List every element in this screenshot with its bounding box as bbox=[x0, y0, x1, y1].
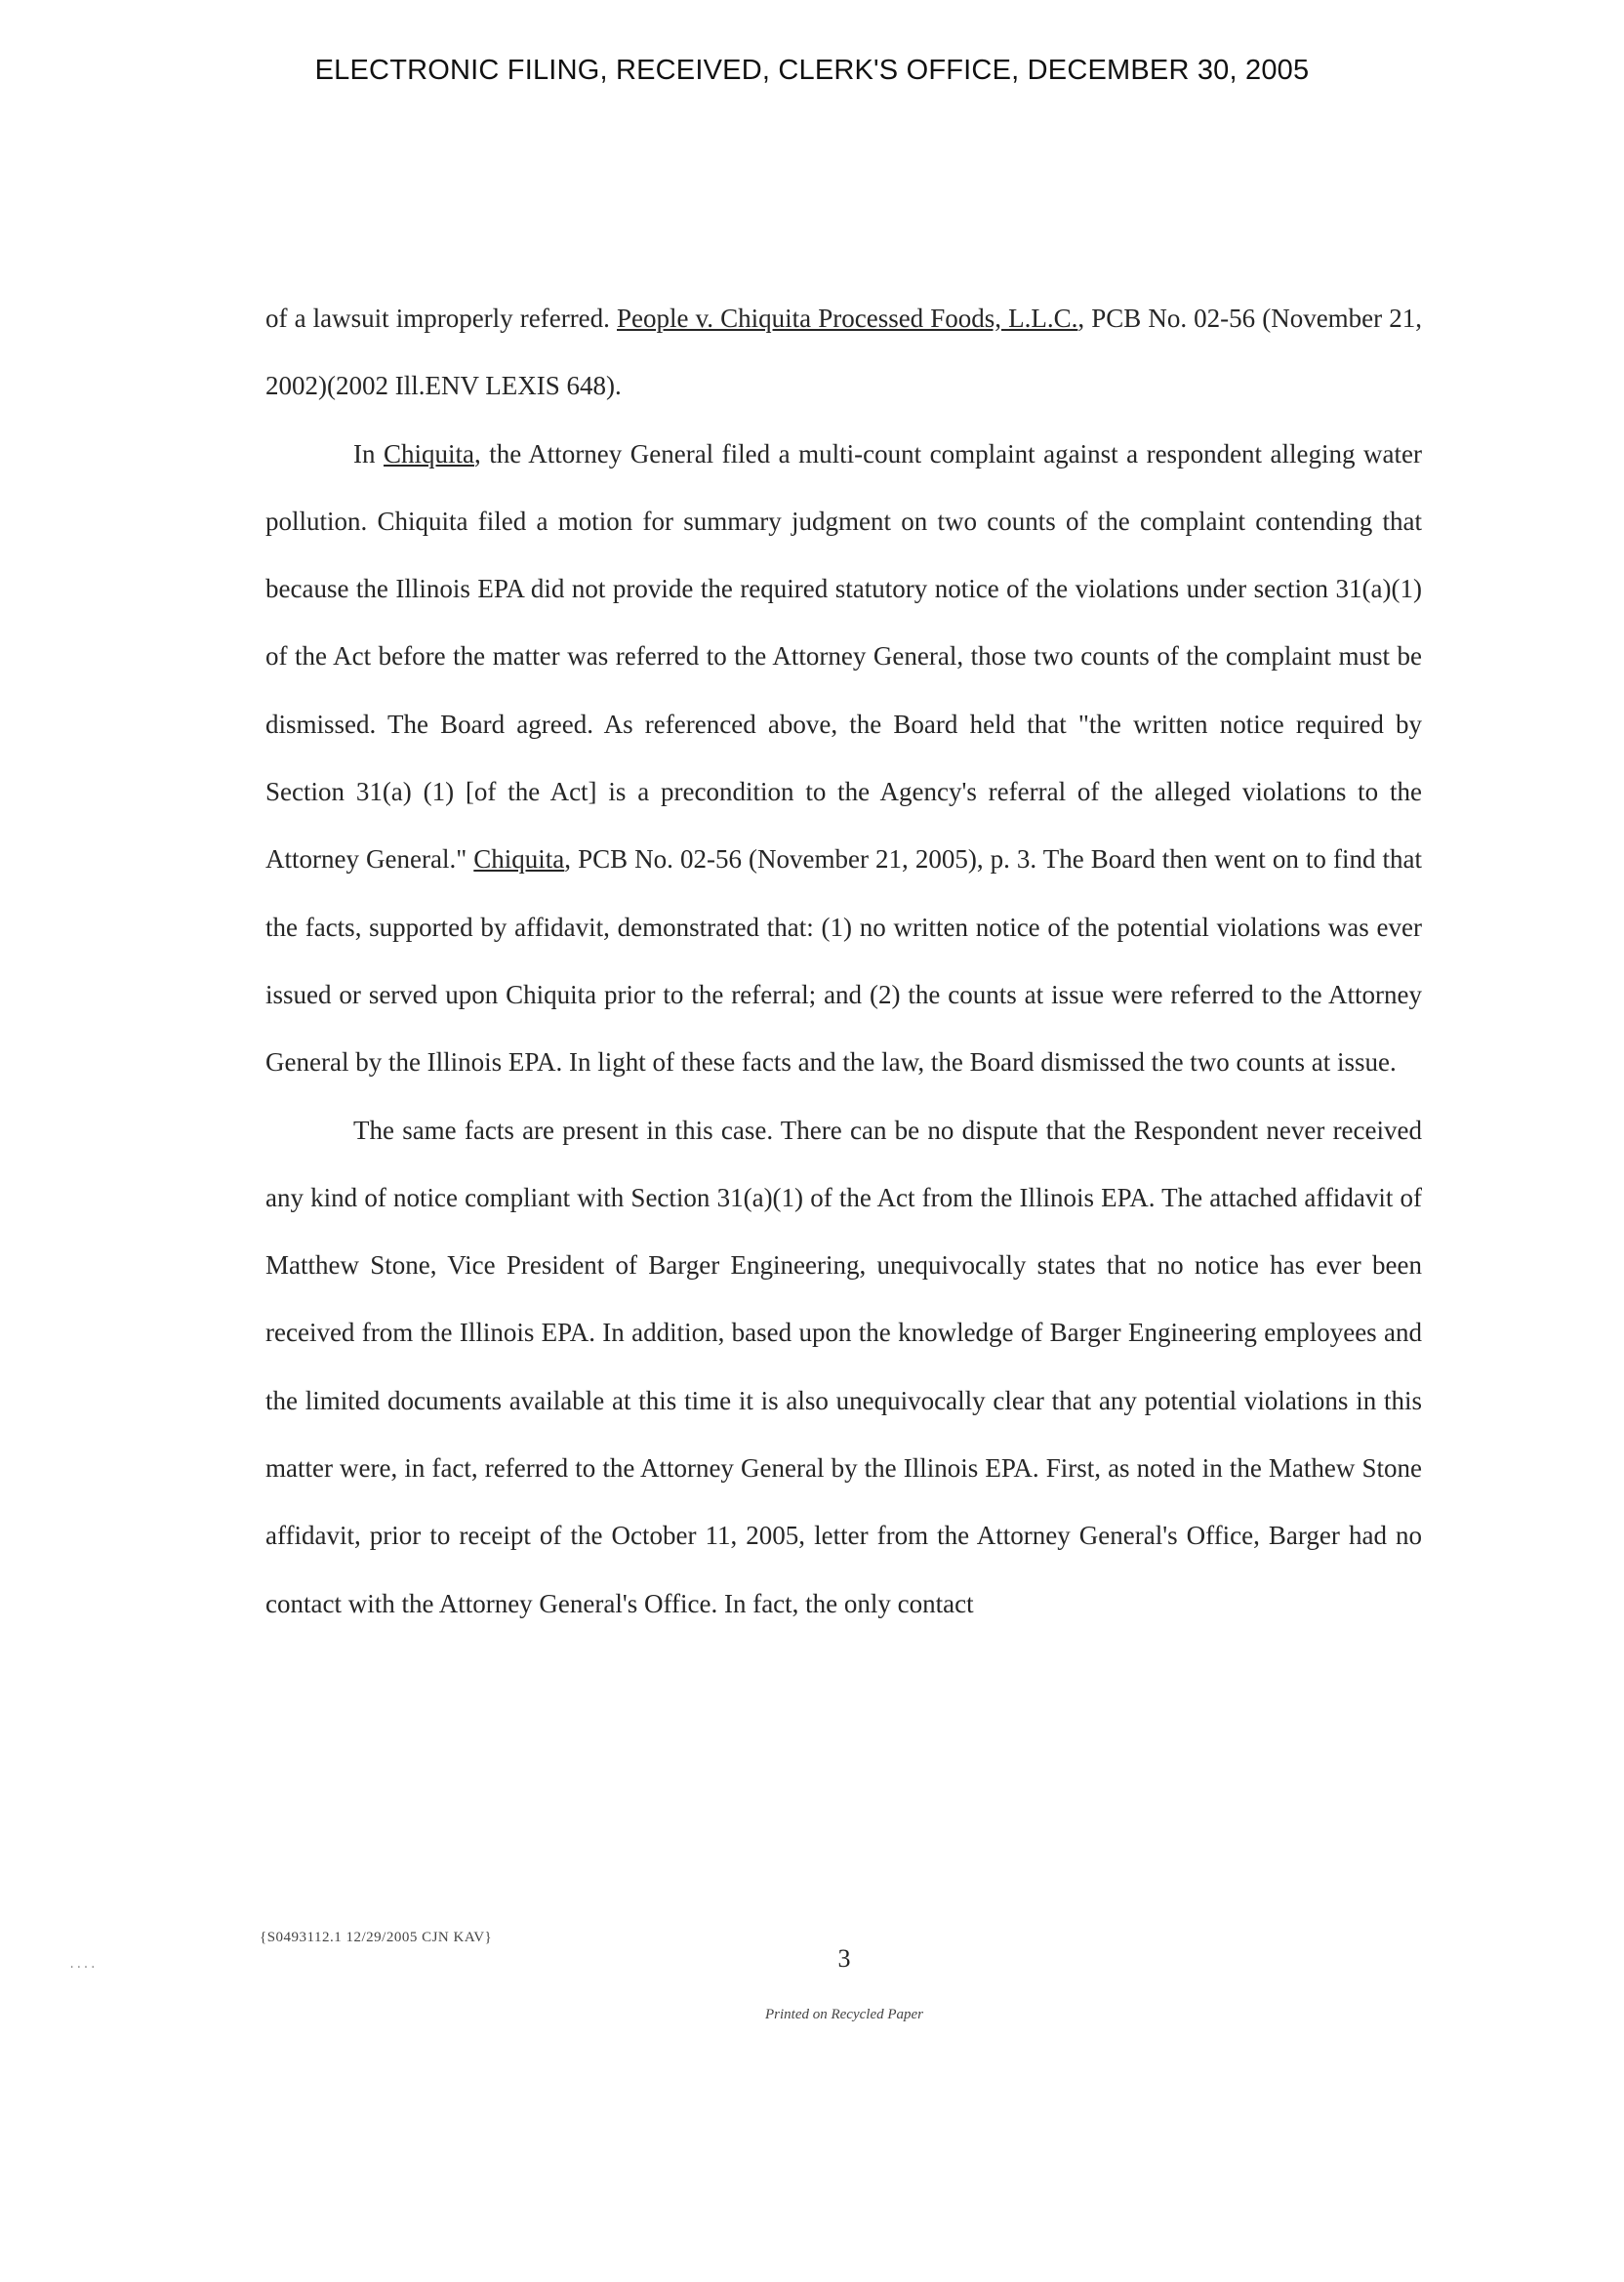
case-name-chiquita-cite: Chiquita bbox=[473, 844, 565, 875]
paragraph-2-text-c: , PCB No. 02-56 (November 21, 2005), p. 3. The Board then went on to find that the facts, supported by affidavit, demonstrated that: (1) no written notice of the potential violations was ever issued or served upon Chiquita prior to the referral; and (2) the counts at issue were referred to the Attorney General by the Illinois EPA. In light of these facts and the law, the Board dismissed the two counts at issue. bbox=[265, 844, 1422, 1078]
paragraph-3: The same facts are present in this case. There can be no dispute that the Respondent never received any kind of notice compliant with Section 31(a)(1) of the Act from the Illinois EPA. The attached affidavit of Matthew Stone, Vice President of Barger Engineering, unequivocally states that no notice has ever been received from the Illinois EPA. In addition, based upon the knowledge of Barger Engineering employees and the limited documents available at this time it is also unequivocally clear that any potential violations in this matter were, in fact, referred to the Attorney General by the Illinois EPA. First, as noted in the Mathew Stone affidavit, prior to receipt of the October 11, 2005, letter from the Attorney General's Office, Barger had no contact with the Attorney General's Office. In fact, the only contact bbox=[265, 1115, 1422, 1618]
paragraph-1-text-b: , PCB No. 02-56 (November 21, 2002)(2002 Ill.ENV LEXIS 648). bbox=[265, 304, 1422, 401]
document-body bbox=[265, 285, 1422, 1638]
page-number: 3 bbox=[837, 1944, 851, 1973]
paragraph-2-text-b: , the Attorney General filed a multi-count complaint against a respondent alleging water pollution. Chiquita filed a motion for summary judgment on two counts of the complaint contending that because the Illinois EPA did not provide the required statutory notice of the violations under section 31(a)(1) of the Act before the matter was referred to the Attorney General, those two counts of the complaint must be dismissed. The Board agreed. As referenced above, the Board held that "the written notice required by Section 31(a) (1) [of the Act] is a precondition to the Agency's referral of the alleged violations to the Attorney General." bbox=[265, 438, 1422, 875]
case-name-chiquita: Chiquita bbox=[384, 438, 474, 469]
paragraph-2-text-a: In bbox=[353, 438, 384, 469]
filing-stamp-header: ELECTRONIC FILING, RECEIVED, CLERK'S OFFICE, DECEMBER 30, 2005 bbox=[314, 55, 1310, 86]
scan-artifact-mark: .... bbox=[68, 1958, 97, 1972]
case-citation-people-v-chiquita: People v. Chiquita Processed Foods, L.L.C. bbox=[617, 304, 1078, 333]
paragraph-1 bbox=[265, 285, 1422, 421]
paragraph-2 bbox=[265, 421, 1422, 1097]
recycled-paper-note: Printed on Recycled Paper bbox=[764, 2007, 924, 2022]
document-id-code: {S0493112.1 12/29/2005 CJN KAV} bbox=[260, 1930, 493, 1945]
paragraph-1-text-a: of a lawsuit improperly referred. bbox=[265, 304, 617, 333]
